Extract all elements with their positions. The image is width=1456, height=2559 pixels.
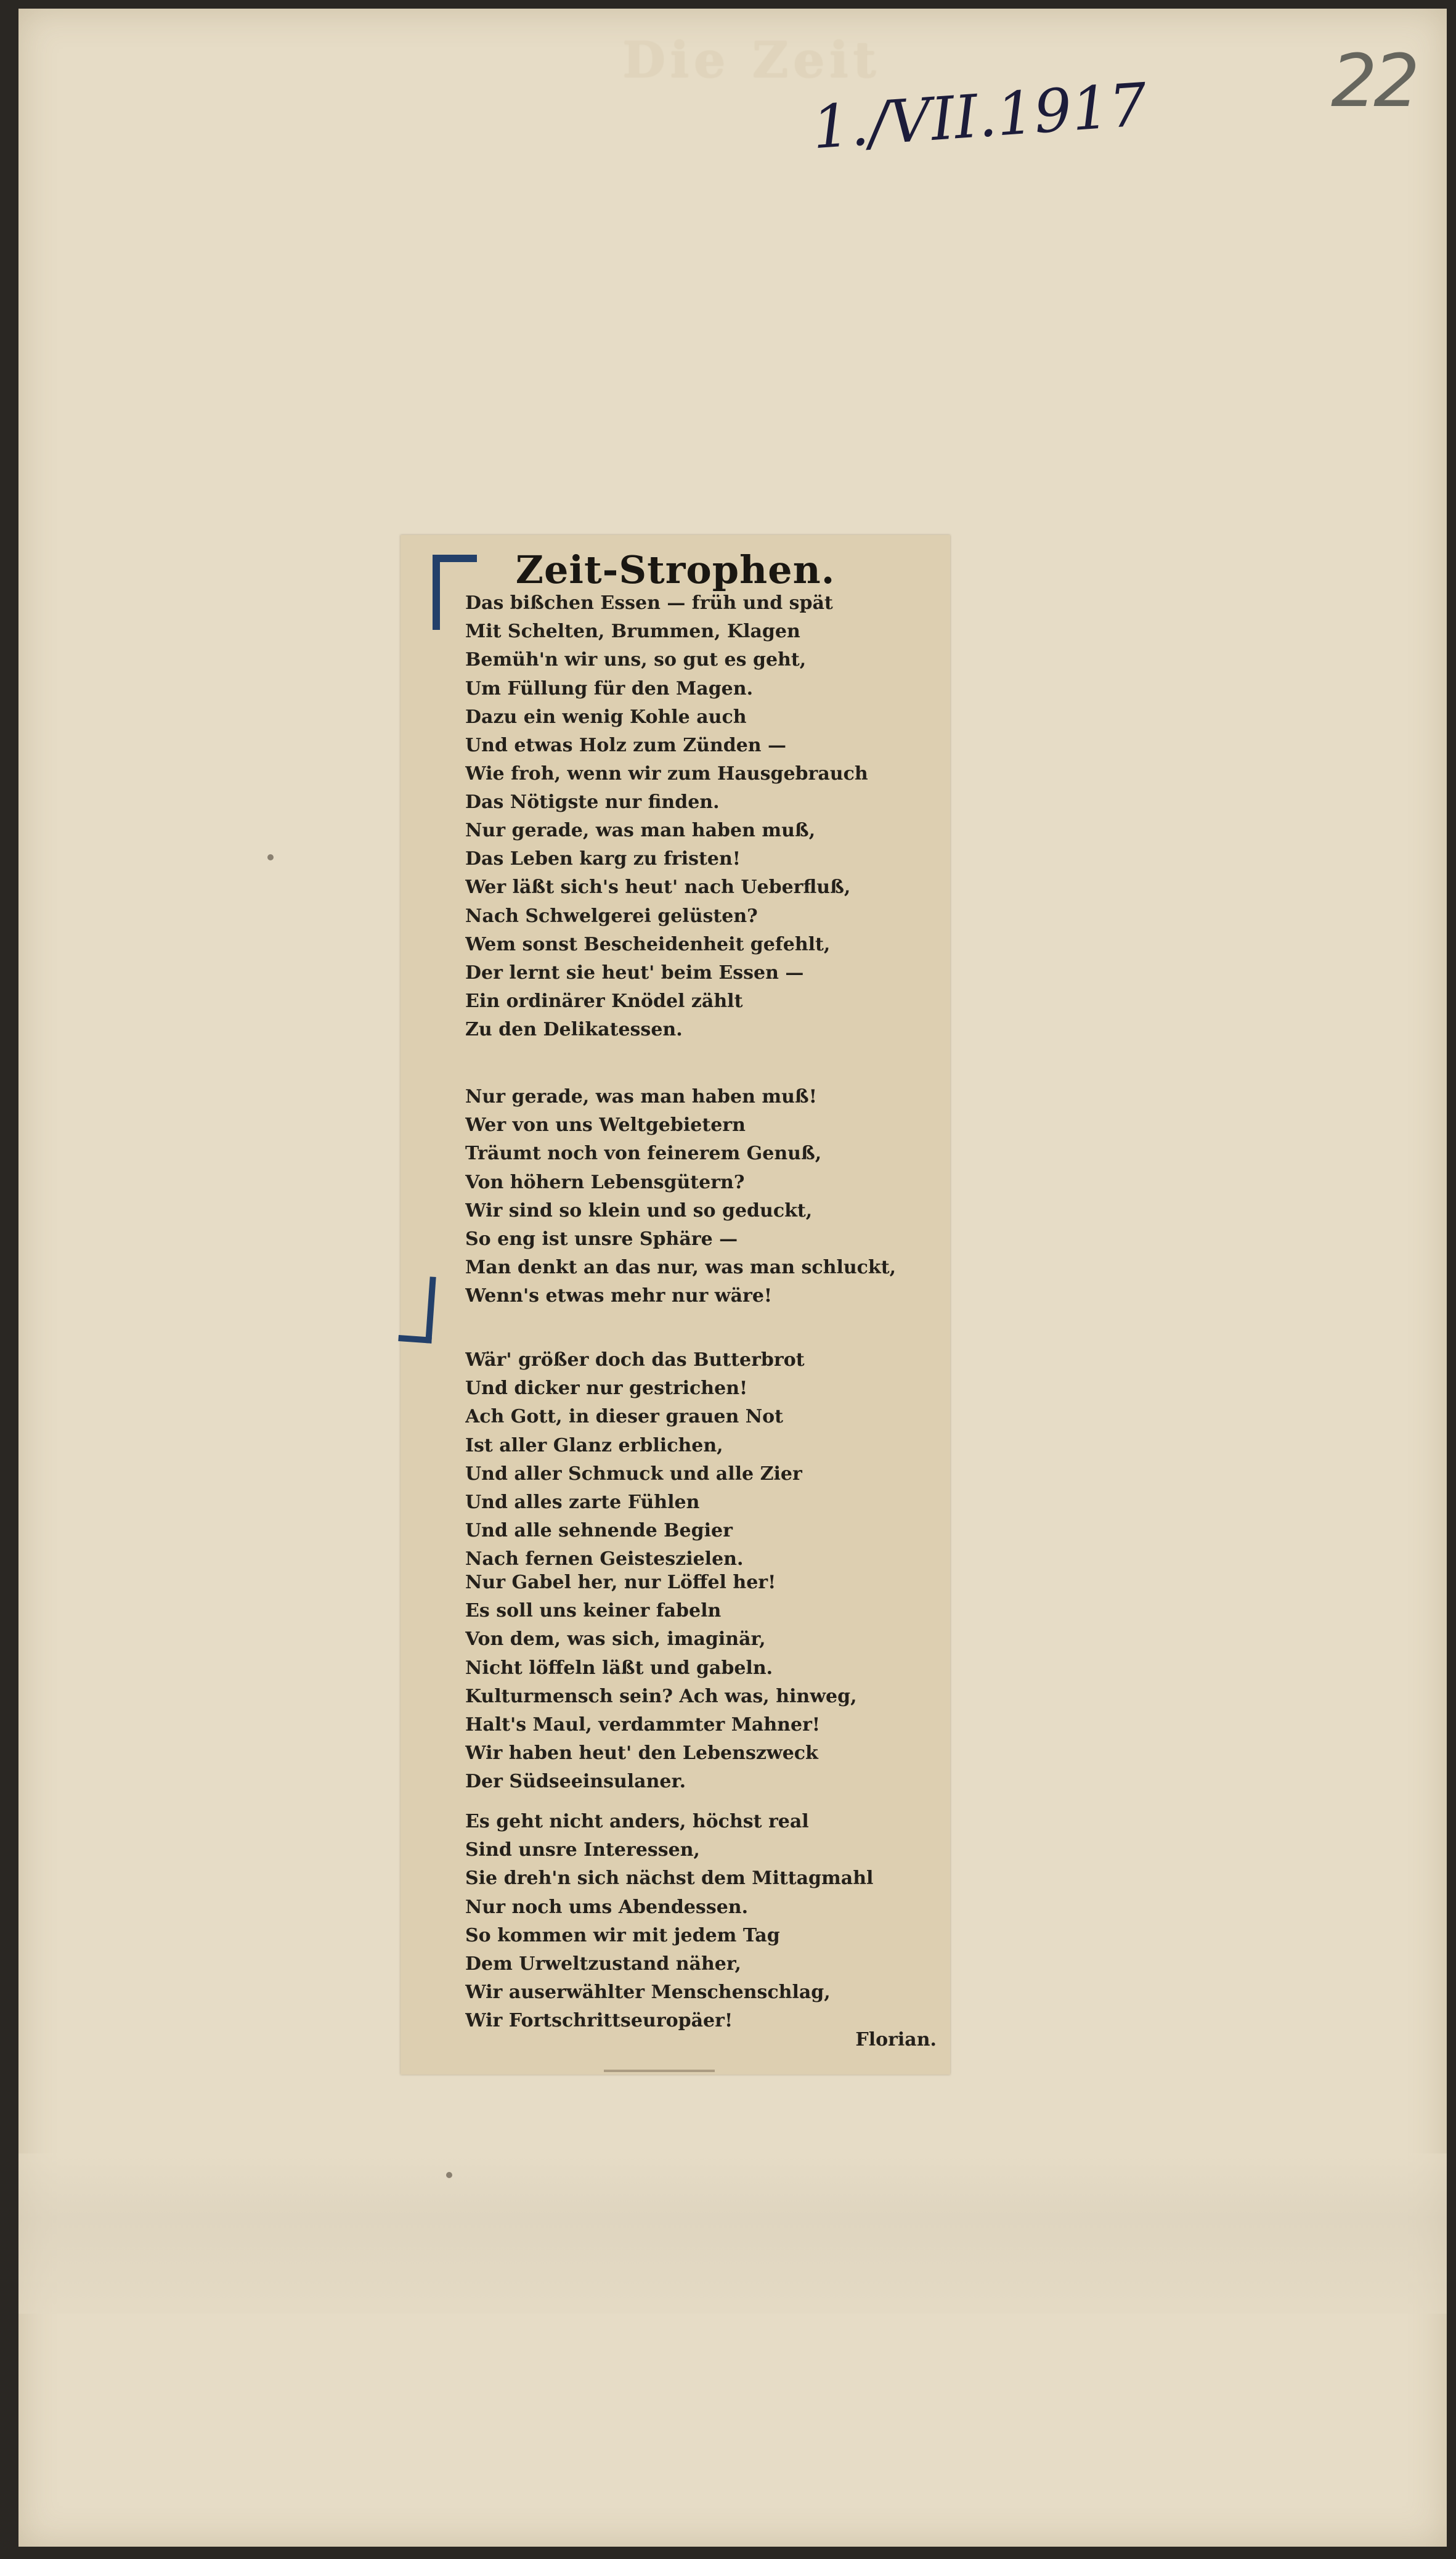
poem-line: Dazu ein wenig Kohle auch bbox=[465, 706, 747, 728]
poem-line: Träumt noch von feinerem Genuß, bbox=[465, 1143, 822, 1165]
stanza-5 bbox=[465, 1569, 946, 1797]
poem-line: Wir sind so klein und so geduckt, bbox=[465, 1199, 813, 1222]
stanza-2 bbox=[465, 817, 946, 1045]
poem-line: Sind unsre Interessen, bbox=[465, 1839, 700, 1861]
poem-line: Wem sonst Bescheidenheit gefehlt, bbox=[465, 933, 831, 955]
poem-line: Ist aller Glanz erblichen, bbox=[465, 1434, 723, 1456]
poem-line: So kommen wir mit jedem Tag bbox=[465, 1924, 780, 1946]
poem-line: Ach Gott, in dieser grauen Not bbox=[465, 1406, 784, 1428]
poem-line: Es soll uns keiner fabeln bbox=[465, 1600, 722, 1622]
poem-line: Wir auserwählter Menschenschlag, bbox=[465, 1981, 831, 2004]
stanza-4 bbox=[465, 1346, 946, 1574]
poem-line: Das Leben karg zu fristen! bbox=[465, 848, 741, 870]
clipping-end-rule bbox=[604, 2070, 715, 2072]
poem-line: Nur noch ums Abendessen. bbox=[465, 1896, 749, 1918]
paper-fold bbox=[18, 2153, 1447, 2314]
poem-line: Bemüh'n wir uns, so gut es geht, bbox=[465, 649, 807, 671]
poem-line: Es geht nicht anders, höchst real bbox=[465, 1811, 809, 1832]
poem-line: Wir Fortschrittseuropäer! bbox=[465, 2010, 733, 2032]
poem-line: Wie froh, wenn wir zum Hausgebrauch bbox=[465, 763, 868, 785]
stanza-6 bbox=[465, 1808, 946, 2036]
poem-line: Kulturmensch sein? Ach was, hinweg, bbox=[465, 1685, 857, 1707]
poem-line: Von höhern Lebensgütern? bbox=[465, 1171, 745, 1193]
poem-line: Man denkt an das nur, was man schluckt, bbox=[465, 1257, 897, 1279]
poem-line: Wir haben heut' den Lebenszweck bbox=[465, 1742, 818, 1765]
poem-line: So eng ist unsre Sphäre — bbox=[465, 1228, 738, 1250]
poem-line: Und aller Schmuck und alle Zier bbox=[465, 1463, 802, 1485]
newspaper-clipping bbox=[401, 535, 950, 2075]
poem-line: Nur Gabel her, nur Löffel her! bbox=[465, 1572, 776, 1593]
poem-line: Nach fernen Geisteszielen. bbox=[465, 1548, 744, 1570]
poem-line: Und alles zarte Fühlen bbox=[465, 1491, 700, 1513]
poem-line: Wer läßt sich's heut' nach Ueberfluß, bbox=[465, 876, 851, 899]
poem-line: Halt's Maul, verdammter Mahner! bbox=[465, 1713, 821, 1736]
poem-line: Das Nötigste nur finden. bbox=[465, 791, 720, 814]
blue-pencil-bracket-open bbox=[433, 555, 477, 630]
poem-line: Dem Urweltzustand näher, bbox=[465, 1953, 741, 1975]
poem-line: Nicht löffeln läßt und gabeln. bbox=[465, 1657, 773, 1679]
pin-hole bbox=[446, 2172, 452, 2178]
poem-title: Zeit-Strophen. bbox=[515, 547, 836, 592]
blue-pencil-bracket-close bbox=[398, 1275, 436, 1344]
poem-line: Der Südseeinsulaner. bbox=[465, 1771, 686, 1793]
poem-line: Und etwas Holz zum Zünden — bbox=[465, 734, 787, 756]
poem-line: Nach Schwelgerei gelüsten? bbox=[465, 905, 758, 927]
poem-line: Sie dreh'n sich nächst dem Mittagmahl bbox=[465, 1867, 874, 1890]
poem-line: Zu den Delikatessen. bbox=[465, 1019, 683, 1041]
newspaper-masthead-bleed: Die Zeit bbox=[622, 31, 881, 89]
handwritten-page-number: 22 bbox=[1331, 38, 1417, 123]
poem-line: Wär' größer doch das Butterbrot bbox=[465, 1349, 805, 1371]
stanza-3 bbox=[465, 1083, 946, 1311]
stanza-1 bbox=[465, 589, 946, 817]
poem-line: Und alle sehnende Begier bbox=[465, 1520, 733, 1542]
poem-line: Um Füllung für den Magen. bbox=[465, 677, 754, 700]
poem-line: Der lernt sie heut' beim Essen — bbox=[465, 961, 804, 984]
poem-line: Von dem, was sich, imaginär, bbox=[465, 1628, 766, 1651]
handwritten-date: 1./VII.1917 bbox=[810, 70, 1149, 163]
pin-hole bbox=[267, 854, 274, 860]
poem-line: Ein ordinärer Knödel zählt bbox=[465, 990, 743, 1013]
poem-line: Nur gerade, was man haben muß, bbox=[465, 820, 816, 841]
poem-line: Wer von uns Weltgebietern bbox=[465, 1114, 746, 1137]
poem-line: Das bißchen Essen — früh und spät bbox=[465, 592, 833, 614]
poem-line: Wenn's etwas mehr nur wäre! bbox=[465, 1285, 773, 1307]
poem-signature: Florian. bbox=[855, 2029, 937, 2051]
poem-line: Nur gerade, was man haben muß! bbox=[465, 1086, 817, 1108]
poem-line: Mit Schelten, Brummen, Klagen bbox=[465, 621, 800, 643]
poem-line: Und dicker nur gestrichen! bbox=[465, 1377, 748, 1400]
